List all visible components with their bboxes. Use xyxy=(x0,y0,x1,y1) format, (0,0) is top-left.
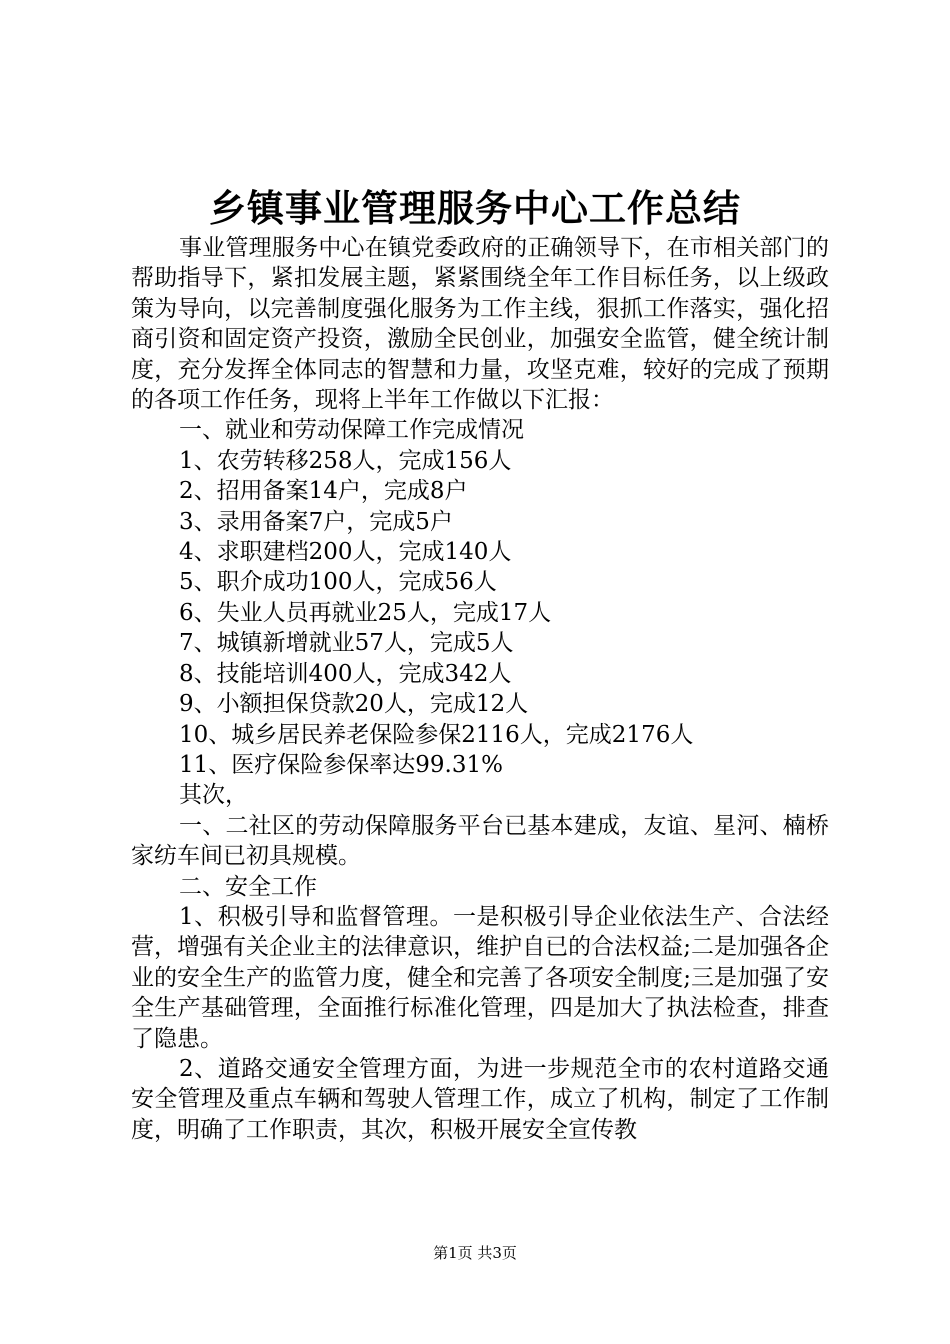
list-item: 11、医疗保险参保率达99.31% xyxy=(179,751,503,778)
list-item: 7、城镇新增就业57人，完成5人 xyxy=(179,630,514,657)
section-heading-employment: 一、就业和劳动保障工作完成情况 xyxy=(179,417,524,444)
list-item: 3、录用备案7户，完成5户 xyxy=(179,508,453,535)
list-item: 8、技能培训400人，完成342人 xyxy=(179,660,512,687)
paragraph-community: 一、二社区的劳动保障服务平台已基本建成，友谊、星河、楠桥家纺车间已初具规模。 xyxy=(131,812,829,870)
list-item: 5、职介成功100人，完成56人 xyxy=(179,569,497,596)
document-title: 乡镇事业管理服务中心工作总结 xyxy=(209,187,741,230)
document-body xyxy=(131,233,829,1145)
section-heading-safety: 二、安全工作 xyxy=(179,873,317,900)
paragraph-safety-guidance: 1、积极引导和监督管理。一是积极引导企业依法生产、合法经营，增强有关企业主的法律意识，维护自已的合法权益;二是加强各企业的安全生产的监管力度，健全和完善了各项安全制度;三是加强了安全生产基础管理，全面推行标准化管理，四是加大了执法检查，排查了隐患。 xyxy=(131,903,829,1052)
list-item: 2、招用备案14户，完成8户 xyxy=(179,478,468,505)
list-item: 1、农劳转移258人，完成156人 xyxy=(179,447,512,474)
paragraph-road-safety: 2、道路交通安全管理方面，为进一步规范全市的农村道路交通安全管理及重点车辆和驾驶人管理工作，成立了机构，制定了工作制度，明确了工作职责，其次，积极开展安全宣传教 xyxy=(131,1055,829,1143)
list-item: 10、城乡居民养老保险参保2116人，完成2176人 xyxy=(179,721,694,748)
list-item: 9、小额担保贷款20人，完成12人 xyxy=(179,691,529,718)
paragraph-intro: 事业管理服务中心在镇党委政府的正确领导下，在市相关部门的帮助指导下，紧扣发展主题，紧紧围绕全年工作目标任务，以上级政策为导向，以完善制度强化服务为工作主线，狠抓工作落实，强化招商引资和固定资产投资，激励全民创业，加强安全监管，健全统计制度，充分发挥全体同志的智慧和力量，攻坚克难，较好的完成了预期的各项工作任务，现将上半年工作做以下汇报： xyxy=(131,235,829,414)
list-item: 6、失业人员再就业25人，完成17人 xyxy=(179,599,552,626)
paragraph-secondly: 其次， xyxy=(179,782,248,809)
page-footer: 第1页 共3页 xyxy=(433,1244,517,1262)
list-item: 4、求职建档200人，完成140人 xyxy=(179,539,512,566)
